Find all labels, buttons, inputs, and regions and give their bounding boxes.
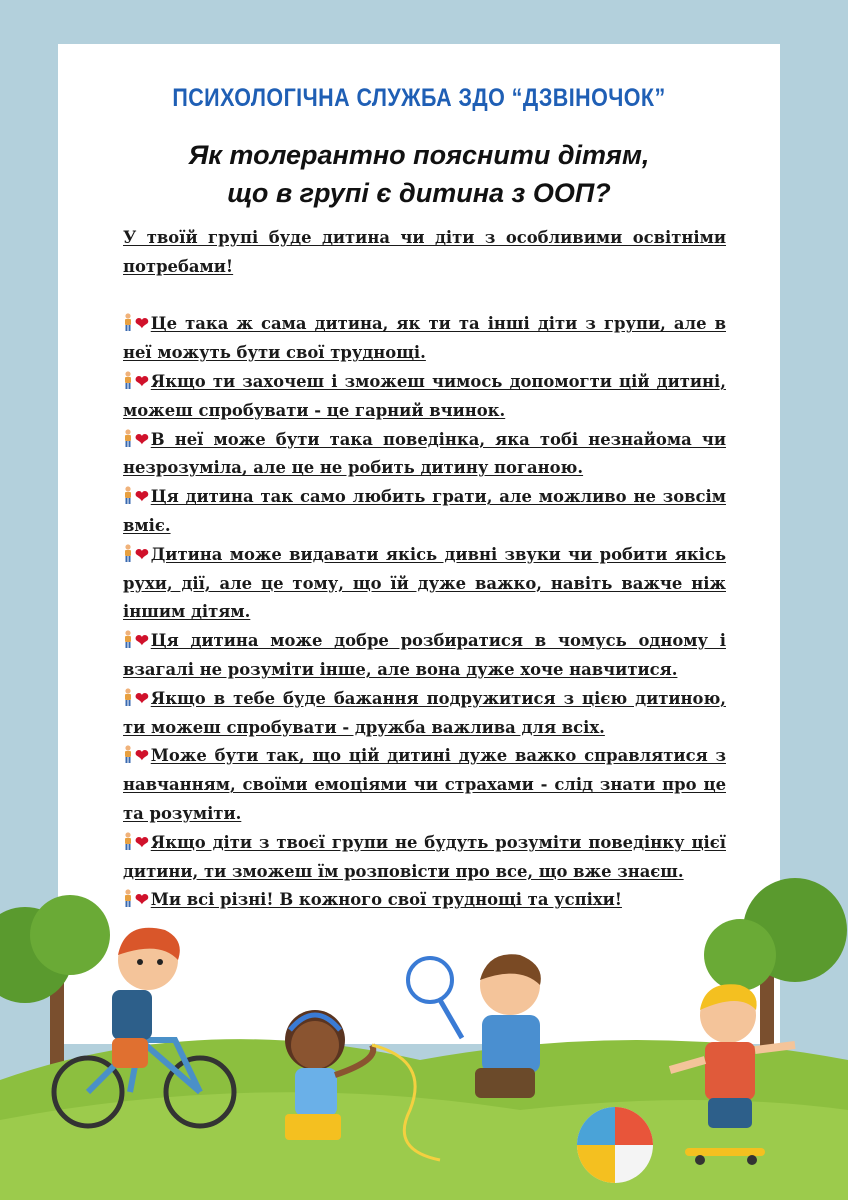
heart-icon: ❤ — [135, 688, 149, 708]
tip-text: Дитина може видавати якісь дивні звуки чи робити якісь рухи, дії, але це тому, що їй дуже важко, навіть важче ніж іншим дітям. — [123, 544, 726, 622]
person-icon — [123, 486, 133, 504]
bullet-icons — [123, 426, 151, 455]
tip-text: Якщо ти захочеш і зможеш чимось допомогти цій дитині, можеш спробувати - це гарний вчинок. — [123, 371, 726, 420]
heart-icon: ❤ — [135, 832, 149, 852]
tip-item — [123, 541, 726, 627]
tip-item — [123, 685, 726, 743]
main-heading-line-1: Як толерантно пояснити дітям, — [188, 140, 650, 170]
heart-icon: ❤ — [135, 429, 149, 449]
person-icon — [123, 630, 133, 648]
tip-text: В неї може бути така поведінка, яка тобі незнайома чи незрозуміла, але це не робить дитину поганою. — [123, 429, 726, 478]
left-tree-icon — [0, 895, 110, 1080]
tip-text: Якщо в тебе буде бажання подружитися з цією дитиною, ти можеш спробувати - дружба важлива для всіх. — [123, 688, 726, 737]
person-icon — [123, 832, 133, 850]
tip-text: Ця дитина може добре розбиратися в чомусь одному і взагалі не розуміти інше, але вона дуже хоче навчитися. — [123, 631, 726, 679]
bullet-icons — [123, 829, 151, 858]
tip-text: Якщо діти з твоєї групи не будуть розуміти поведінку цієї дитини, ти зможеш їм розповісти про все, що вже знаєш. — [123, 832, 726, 881]
intro-paragraph: У твоїй групі буде дитина чи діти з особливими освітніми потребами! — [123, 228, 726, 276]
person-icon — [123, 688, 133, 706]
tip-item — [123, 483, 726, 541]
tip-text: Ця дитина так само любить грати, але можливо не зовсім вміє. — [123, 487, 726, 535]
heart-icon: ❤ — [135, 631, 149, 651]
header-title: ПСИХОЛОГІЧНА СЛУЖБА ЗДО “ДЗВІНОЧОК” — [172, 84, 666, 112]
beach-ball-icon — [577, 1107, 653, 1183]
heart-icon: ❤ — [135, 746, 149, 766]
heart-icon: ❤ — [135, 314, 149, 334]
bullet-icons — [123, 368, 151, 397]
main-heading — [58, 136, 780, 212]
heart-icon: ❤ — [135, 487, 149, 507]
tip-text: Це така ж сама дитина, як ти та інші діти з групи, але в неї можуть бути свої труднощі. — [123, 314, 726, 363]
person-icon — [123, 429, 133, 447]
tip-text: Може бути так, що цій дитині дуже важко справлятися з навчанням, своїми емоціями чи страхами - слід знати про це та розуміти. — [123, 746, 726, 823]
heart-icon: ❤ — [135, 371, 149, 391]
person-icon — [123, 371, 133, 389]
bullet-icons — [123, 541, 151, 570]
heart-icon: ❤ — [135, 890, 149, 910]
person-icon — [123, 313, 133, 331]
bullet-icons — [123, 627, 151, 656]
tip-item — [123, 742, 726, 828]
park-illustration — [0, 860, 848, 1200]
person-icon — [123, 745, 133, 763]
bullet-icons — [123, 685, 151, 714]
heart-icon: ❤ — [135, 544, 149, 564]
tip-item — [123, 627, 726, 685]
bullet-icons — [123, 310, 151, 339]
tip-item — [123, 368, 726, 426]
bullet-icons — [123, 742, 151, 771]
body-text — [123, 224, 726, 915]
tip-item — [123, 426, 726, 484]
tips-list — [123, 310, 726, 915]
tip-text: Ми всі різні! В кожного свої труднощі та успіхи! — [150, 890, 622, 910]
tip-item — [123, 310, 726, 368]
main-heading-line-2: що в групі є дитина з ООП? — [227, 178, 611, 208]
bullet-icons — [123, 483, 151, 512]
person-icon — [123, 544, 133, 562]
